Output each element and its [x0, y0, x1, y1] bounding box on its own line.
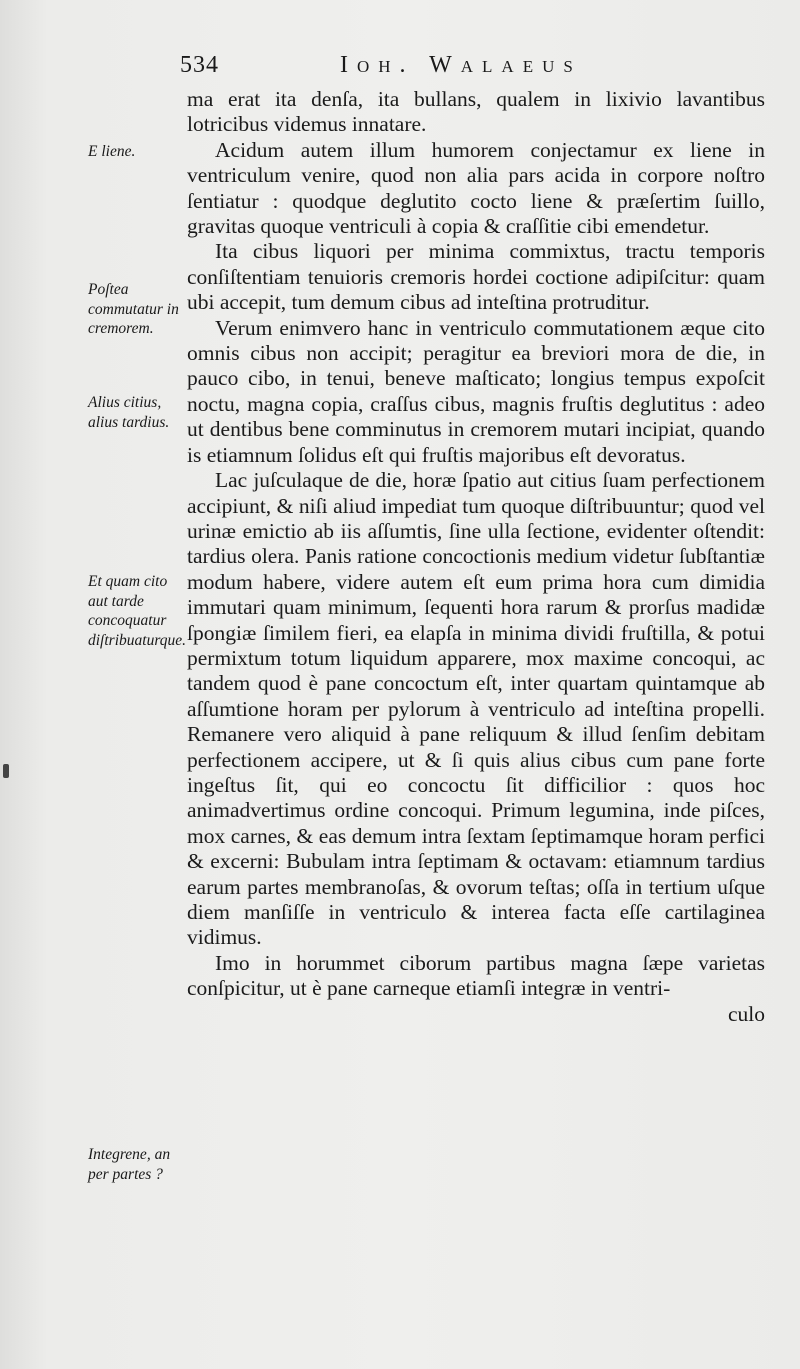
- paragraph: Acidum autem illum humorem conjectamur ex liene in ventriculum venire, quod non alia pars acida in corpore noſtro ſentiatur : quodque deglutito cocto liene & præſertim ſuillo, gravitas quoque ventriculi à copia & craſſitie cibi emendetur.: [187, 137, 765, 239]
- margin-note: E liene.: [88, 143, 136, 160]
- running-head: Ioh. Walaeus: [340, 52, 582, 78]
- paragraph: Imo in horummet ciborum partibus magna ſæpe varietas conſpicitur, ut è pane carneque etiamſi integræ in ventri-: [187, 950, 765, 1001]
- margin-note: Integrene, an per partes ?: [88, 1146, 171, 1183]
- ink-speck: [3, 764, 9, 778]
- main-text: [187, 87, 765, 1027]
- paragraph: Ita cibus liquori per minima commixtus, tractu temporis conſiſtentiam tenuioris cremoris hordei coctione adipiſcitur: quam ubi accepit, tum demum cibus ad inteſtina protruditur.: [187, 239, 765, 315]
- catchword: culo: [727, 1001, 765, 1026]
- margin-note: Alius citius, alius tardius.: [88, 394, 170, 431]
- page-number: 534: [180, 52, 219, 78]
- paragraph: ma erat ita denſa, ita bullans, qualem in lixivio lavantibus lotricibus videmus innatare.: [187, 87, 765, 137]
- paragraph: Verum enimvero hanc in ventriculo commutationem æque cito omnis cibus non accipit; peragitur ea breviori mora de die, in pauco cibo, in tenui, beneve maſticato; longius tempus expoſcit noctu, magna copia, craſſus cibus, magnis fruſtis deglutitus : adeo ut dentibus bene comminutus in cremorem mutari incipiat, quando is etiamnum ſolidus eſt qui fruſtis majoribus eſt devoratus.: [187, 315, 765, 467]
- page-header: [180, 52, 770, 86]
- paragraph: Lac juſculaque de die, horæ ſpatio aut citius ſuam perfectionem accipiunt, & niſi aliud impediat tum quoque diſtribuuntur; quod vel urinæ emictio ab iis aſſumtis, ſine ulla ſectione, evidenter oſtendit: tardius olera. Panis ratione concoctionis medium videtur ſubſtantiæ modum habere, videre autem eſt eum prima hora cum dimidia immutari quam minimum, ſequenti hora rarum & prorſus madidæ ſpongiæ ſimilem fieri, ea elapſa in minima dividi fruſtilla, & potui permixtum totum liquidum apparere, mox maxime concoqui, ac tandem quod è pane concoctum eſt, inter quartam quintamque ab aſſumtione horam per pylorum à ventriculo ad inteſtina propelli. Remanere vero aliquid à pane reliquum & illud ſenſim debitam perfectionem accipere, ut & ſi quis alius cibus cum pane forte ingeſtus ſit, qui eo concoctu ſit difficilior : quos hoc animadvertimus ordine concoqui. Primum legumina, inde piſces, mox carnes, & eas demum intra ſextam ſeptimamque horam perfici & excerni: Bubulam intra ſeptimam & octavam: etiamnum tardius earum partes membranoſas, & ovorum teſtas; oſſa in tertium uſque diem manſiſſe in ventriculo & interea facta eſſe cartilaginea vidimus.: [187, 468, 765, 950]
- margin-note: Poſtea commutatur in cremorem.: [88, 281, 179, 337]
- margin-note: Et quam cito aut tarde concoquatur diſtribuaturque.: [88, 573, 187, 649]
